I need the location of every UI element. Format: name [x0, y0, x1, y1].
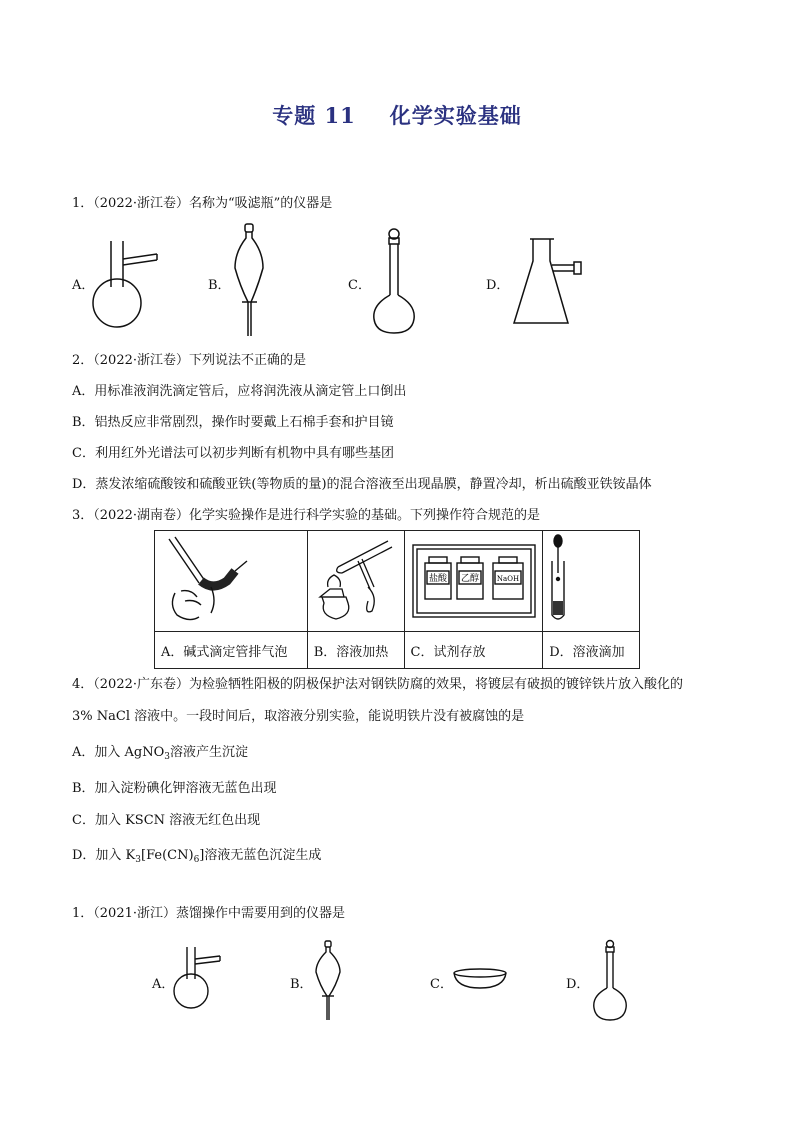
q3-figure-d: [543, 531, 640, 632]
q3-caption-d: D．溶液滴加: [543, 632, 640, 669]
q4-option-c: C．加入 KSCN 溶液无红色出现: [72, 813, 261, 828]
q1-label-a: A．: [72, 278, 95, 293]
q4-option-b: B．加入淀粉碘化钾溶液无蓝色出现: [72, 781, 277, 796]
q4-option-d: D．加入 $K_3[Fe(CN)_6]$溶液无蓝色沉淀生成: [72, 848, 322, 865]
distilling-flask-icon-2: [174, 945, 234, 1015]
q5-label-d: D．: [566, 977, 590, 992]
volumetric-flask-icon: [370, 225, 424, 339]
q3-figure-a: [155, 531, 308, 632]
q3-figure-c: [404, 531, 543, 632]
dropper-test-tube-icon: [543, 531, 637, 627]
q3-caption-c: C．试剂存放: [404, 632, 543, 669]
q3-figure-b: [307, 531, 404, 632]
heating-test-tube-icon: [308, 531, 402, 627]
q3-caption-a: A．碱式滴定管排气泡: [155, 632, 308, 669]
q5-stem: 1．（2021·浙江）蒸馏操作中需要用到的仪器是: [72, 906, 345, 921]
q2-option-b: B．铝热反应非常剧烈，操作时要戴上石棉手套和护目镜: [72, 415, 394, 430]
suction-flask-icon: [510, 235, 590, 330]
burette-bubble-icon: [155, 531, 305, 627]
page-title: [0, 100, 794, 130]
bottle-label-1: 盐酸: [428, 574, 447, 584]
q1-stem: 1．（2022·浙江卷）名称为“吸滤瓶”的仪器是: [72, 196, 333, 211]
bottle-label-3: NaOH: [496, 575, 519, 583]
volumetric-flask-icon-2: [590, 938, 630, 1024]
separatory-funnel-icon: [230, 222, 270, 340]
q5-label-b: B．: [290, 977, 313, 992]
bottle-label-2: 乙醇: [460, 574, 479, 584]
q1-label-b: B．: [208, 278, 231, 293]
q2-option-c: C．利用红外光谱法可以初步判断有机物中具有哪些基团: [72, 446, 394, 461]
q2-option-a: A．用标准液润洗滴定管后，应将润洗液从滴定管上口倒出: [72, 384, 407, 399]
q3-operations-table: [154, 530, 640, 669]
q5-label-a: A．: [152, 977, 175, 992]
q4-option-a: A．加入 AgNO$_3$溶液产生沉淀: [72, 745, 249, 762]
q1-label-d: D．: [486, 278, 510, 293]
q3-stem: 3．（2022·湖南卷）化学实验操作是进行科学实验的基础。下列操作符合规范的是: [72, 508, 540, 523]
distilling-flask-icon: [94, 237, 164, 329]
q5-label-c: C．: [430, 977, 453, 992]
q1-label-c: C．: [348, 278, 371, 293]
title-prefix: 专题 11: [272, 103, 356, 128]
q2-option-d: D．蒸发浓缩硫酸铵和硫酸亚铁(等物质的量)的混合溶液至出现晶膜，静置冷却，析出硫酸亚铁铵晶体: [72, 477, 652, 492]
title-main: 化学实验基础: [389, 103, 522, 128]
reagent-storage-icon: [405, 531, 541, 627]
separatory-funnel-icon-2: [312, 940, 346, 1022]
q3-caption-b: B．溶液加热: [307, 632, 404, 669]
q4-stem-line1: 4．（2022·广东卷）为检验牺牲阳极的阴极保护法对钢铁防腐的效果，将镀层有破损的镀锌铁片放入酸化的: [72, 677, 683, 692]
q4-stem-line2: 3% NaCl 溶液中。一段时间后，取溶液分别实验，能说明铁片没有被腐蚀的是: [72, 709, 525, 724]
evaporating-dish-icon: [452, 966, 512, 992]
q2-stem: 2．（2022·浙江卷）下列说法不正确的是: [72, 353, 306, 368]
